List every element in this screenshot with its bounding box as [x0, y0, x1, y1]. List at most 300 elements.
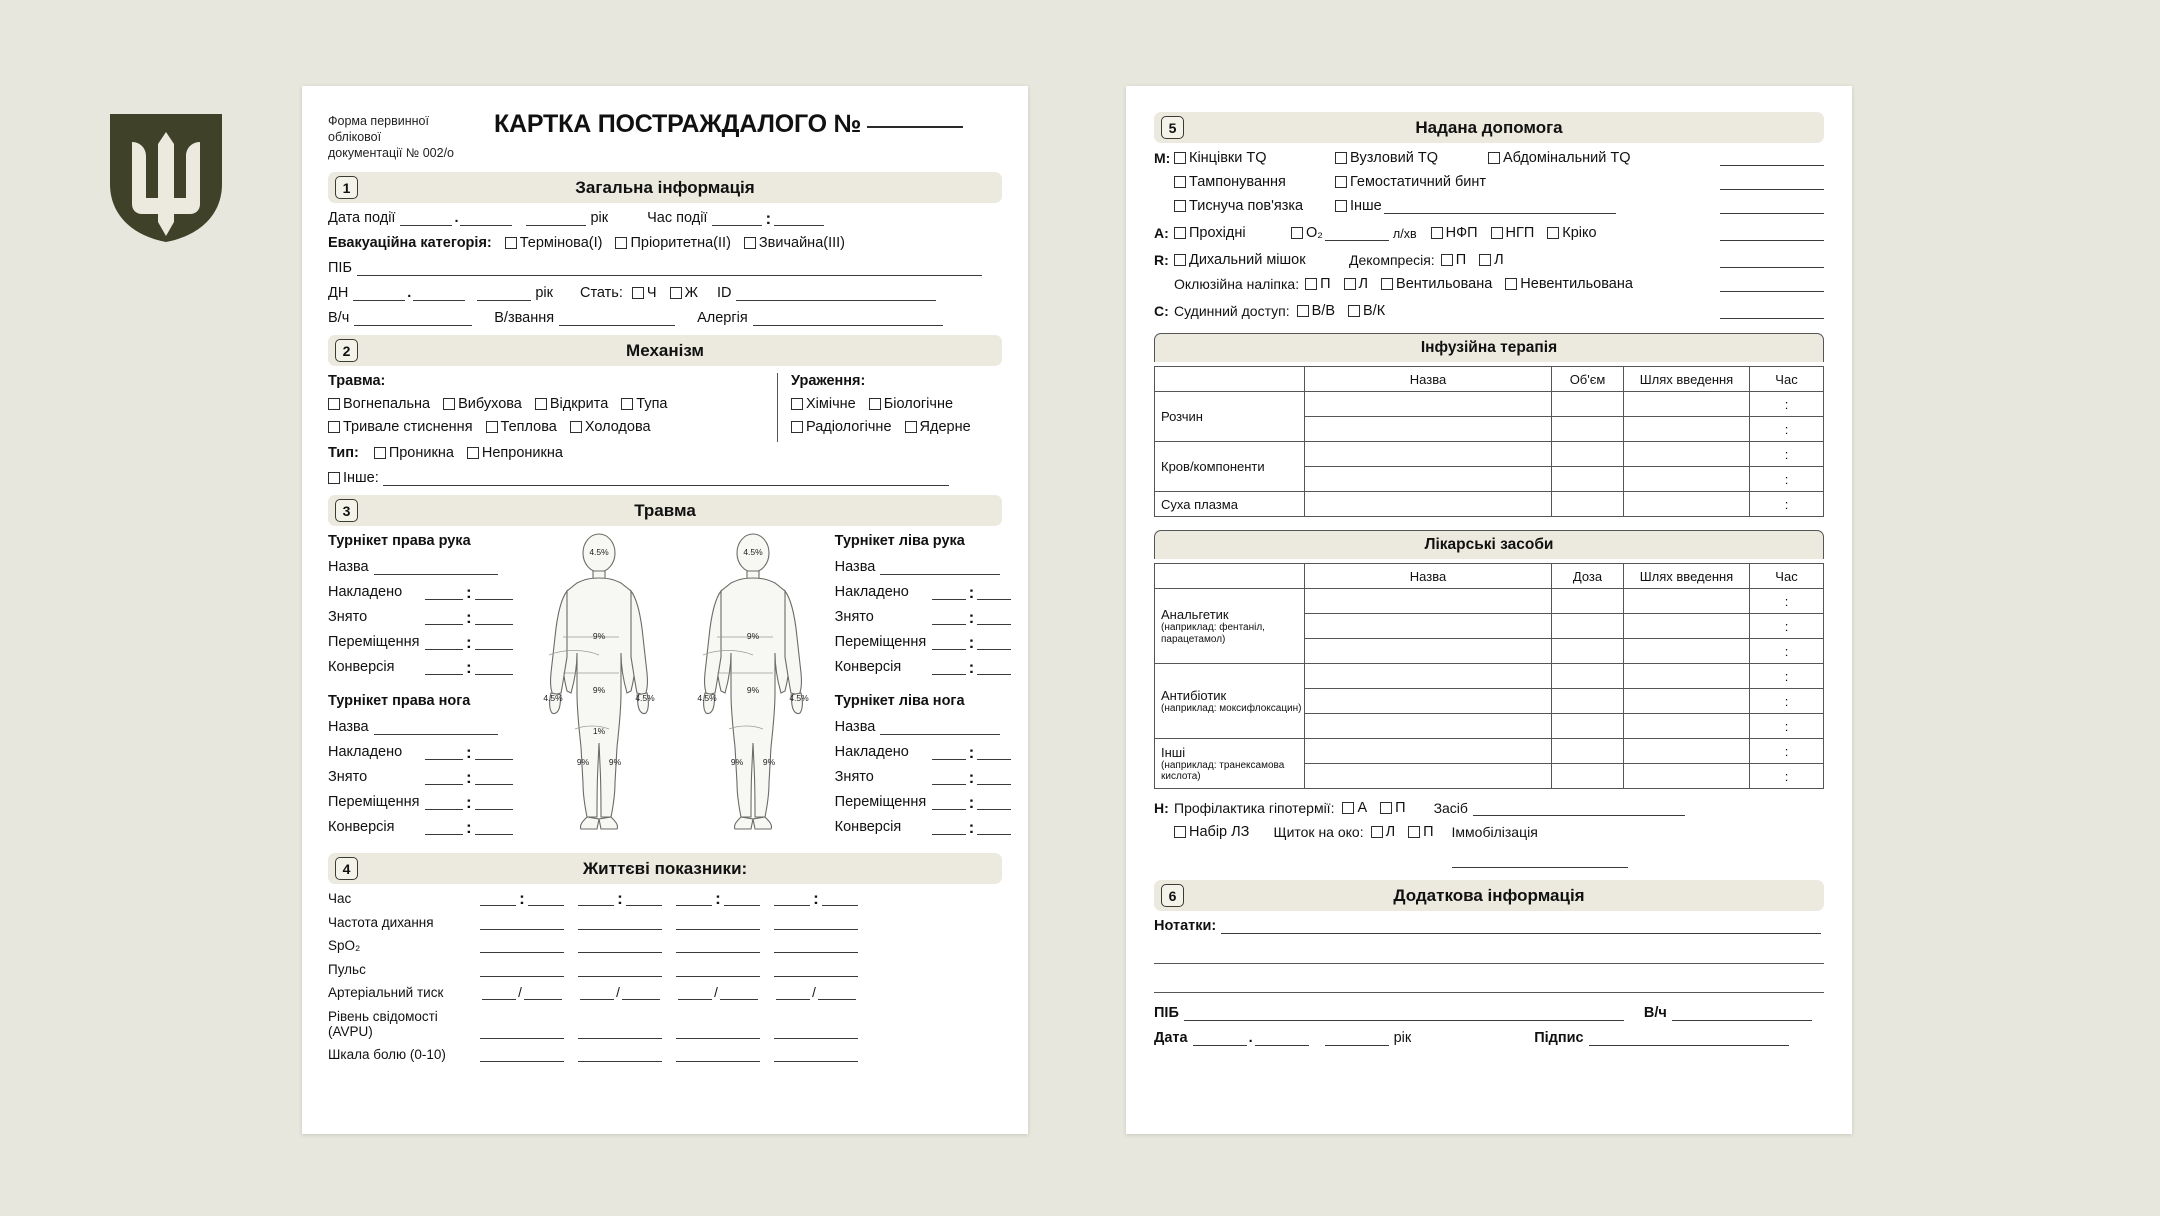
- table-cell-time[interactable]: [1750, 492, 1824, 517]
- tq-moved-hh[interactable]: [425, 795, 463, 810]
- tq-applied-hh[interactable]: [932, 585, 966, 600]
- tq-removed-hh[interactable]: [425, 610, 463, 625]
- checkbox-icon[interactable]: [328, 472, 340, 484]
- birth-month-field[interactable]: [413, 286, 465, 301]
- vital-value-field[interactable]: [774, 915, 858, 930]
- checkbox-icon[interactable]: [1488, 152, 1500, 164]
- m-option-other[interactable]: [1335, 198, 1382, 214]
- table-cell[interactable]: [1305, 714, 1552, 739]
- checkbox-icon[interactable]: [1174, 254, 1186, 266]
- table-row-header: [1155, 442, 1305, 492]
- affect-option-nuclear[interactable]: [905, 419, 971, 435]
- birth-day-field[interactable]: [353, 286, 405, 301]
- checkbox-icon[interactable]: [791, 398, 803, 410]
- table-cell[interactable]: [1552, 417, 1624, 442]
- vital-sign-cell[interactable]: [676, 938, 760, 953]
- tq-conversion-hh[interactable]: [425, 820, 463, 835]
- table-cell[interactable]: [1624, 492, 1750, 517]
- vital-sign-cell[interactable]: [774, 915, 858, 930]
- vital-sign-cell[interactable]: [578, 889, 662, 909]
- tq-removed-mm[interactable]: [977, 770, 1011, 785]
- checkbox-icon[interactable]: [615, 237, 627, 249]
- table-cell-time[interactable]: [1750, 417, 1824, 442]
- checkbox-icon[interactable]: [1491, 227, 1503, 239]
- c-access-io[interactable]: [1348, 303, 1385, 319]
- bp-diastolic[interactable]: [818, 985, 856, 1000]
- a-oxygen-rate-field[interactable]: [1325, 226, 1389, 241]
- zone-chest-front: 9%: [592, 631, 605, 641]
- bp-diastolic[interactable]: [720, 985, 758, 1000]
- m-option-hemostatic-bandage[interactable]: [1335, 174, 1486, 190]
- checkbox-icon[interactable]: [1335, 200, 1347, 212]
- vital-sign-label: Артеріальний тиск: [328, 985, 444, 1000]
- table-cell-time[interactable]: [1750, 664, 1824, 689]
- trauma-option-cold[interactable]: [570, 419, 651, 435]
- r-occlusive-right[interactable]: [1305, 276, 1330, 292]
- signature-month-field[interactable]: [1255, 1031, 1309, 1046]
- medications-table: [1154, 530, 1824, 789]
- vital-value-field[interactable]: [676, 962, 760, 977]
- table-cell-time[interactable]: [1750, 614, 1824, 639]
- tq-name-field[interactable]: [880, 720, 1000, 735]
- hypothermia-option-p[interactable]: [1380, 800, 1405, 816]
- table-cell[interactable]: [1552, 664, 1624, 689]
- checkbox-icon[interactable]: [1348, 305, 1360, 317]
- table-cell[interactable]: [1624, 714, 1750, 739]
- checkbox-icon[interactable]: [467, 447, 479, 459]
- tq-removed-mm[interactable]: [475, 770, 513, 785]
- vital-sign-cell[interactable]: [480, 889, 564, 909]
- tq-applied-mm[interactable]: [977, 585, 1011, 600]
- time-colon: :: [715, 889, 721, 909]
- row-header-example: (наприклад: транексамова кислота): [1161, 759, 1285, 782]
- tq-moved-mm[interactable]: [475, 635, 513, 650]
- vital-sign-cell[interactable]: /: [578, 985, 662, 1000]
- vital-sign-cell[interactable]: /: [480, 985, 564, 1000]
- tq-moved-mm[interactable]: [977, 635, 1011, 650]
- r-decompression-left[interactable]: [1479, 252, 1504, 268]
- signature-day-field[interactable]: [1193, 1031, 1247, 1046]
- m-other-field[interactable]: [1384, 199, 1616, 214]
- trauma-option-blast[interactable]: [443, 396, 522, 412]
- vital-value-field[interactable]: [676, 1047, 760, 1062]
- vital-sign-cell[interactable]: [480, 1047, 564, 1062]
- checkbox-icon[interactable]: [1291, 227, 1303, 239]
- table-cell[interactable]: [1552, 492, 1624, 517]
- bp-systolic[interactable]: [678, 985, 712, 1000]
- zone-leg-left-back: 9%: [762, 757, 775, 767]
- table-cell-time[interactable]: [1750, 589, 1824, 614]
- bp-diastolic[interactable]: [524, 985, 562, 1000]
- table-cell[interactable]: [1305, 467, 1552, 492]
- bp-diastolic[interactable]: [622, 985, 660, 1000]
- signature-year-field[interactable]: [1325, 1031, 1389, 1046]
- r-option-bvm[interactable]: [1174, 252, 1336, 268]
- vital-time-hh[interactable]: [774, 891, 810, 906]
- checkbox-icon[interactable]: [374, 447, 386, 459]
- tq-conversion-mm[interactable]: [977, 660, 1011, 675]
- c-note-field[interactable]: [1720, 305, 1824, 319]
- evacuation-category-row: [328, 235, 1002, 251]
- table-cell[interactable]: [1624, 664, 1750, 689]
- table-cell[interactable]: [1305, 614, 1552, 639]
- checkbox-icon[interactable]: [1174, 227, 1186, 239]
- vital-sign-cell[interactable]: [578, 1024, 662, 1039]
- zone-abdomen-back: 9%: [746, 685, 759, 695]
- affect-option-biological[interactable]: [869, 396, 953, 412]
- allergy-field[interactable]: [753, 311, 943, 326]
- vital-sign-row: [328, 1009, 1002, 1039]
- vital-time-hh[interactable]: [676, 891, 712, 906]
- vital-value-field[interactable]: [676, 1024, 760, 1039]
- checkbox-icon[interactable]: [1174, 176, 1186, 188]
- table-header-row: [1155, 564, 1824, 589]
- checkbox-icon[interactable]: [632, 287, 644, 299]
- tq-conversion-hh[interactable]: [932, 660, 966, 675]
- vital-sign-label: Шкала болю (0-10): [328, 1047, 446, 1062]
- table-cell[interactable]: [1624, 614, 1750, 639]
- checkbox-icon[interactable]: [869, 398, 881, 410]
- evac-option-priority[interactable]: [615, 235, 730, 251]
- m-option-packing[interactable]: [1174, 174, 1322, 190]
- vital-value-field[interactable]: [480, 962, 564, 977]
- table-cell-time[interactable]: [1750, 442, 1824, 467]
- tq-removed-hh[interactable]: [932, 610, 966, 625]
- table-cell[interactable]: [1624, 639, 1750, 664]
- affect-option-radiological[interactable]: [791, 419, 892, 435]
- table-cell[interactable]: [1552, 689, 1624, 714]
- vital-value-field[interactable]: [578, 915, 662, 930]
- vital-sign-cell[interactable]: [774, 1047, 858, 1062]
- vital-sign-cell[interactable]: [774, 962, 858, 977]
- vital-sign-cell[interactable]: [774, 1024, 858, 1039]
- affect-option-chemical[interactable]: [791, 396, 856, 412]
- checkbox-icon[interactable]: [744, 237, 756, 249]
- vital-value-field[interactable]: [578, 938, 662, 953]
- vital-value-field[interactable]: [578, 1024, 662, 1039]
- vital-sign-cell[interactable]: [676, 1047, 760, 1062]
- checkbox-icon[interactable]: [1335, 152, 1347, 164]
- sex-option-female[interactable]: [670, 285, 698, 301]
- table-cell[interactable]: [1305, 492, 1552, 517]
- notes-field-1[interactable]: [1221, 919, 1821, 934]
- tq-removed-mm[interactable]: [977, 610, 1011, 625]
- vital-value-field[interactable]: [480, 938, 564, 953]
- eye-shield-right[interactable]: [1408, 824, 1433, 840]
- vital-sign-cell[interactable]: [480, 962, 564, 977]
- checkbox-icon[interactable]: [1344, 278, 1356, 290]
- a-option-cric[interactable]: [1547, 225, 1596, 241]
- bp-systolic[interactable]: [482, 985, 516, 1000]
- a-option-npa[interactable]: [1431, 225, 1478, 241]
- vital-value-field[interactable]: [774, 962, 858, 977]
- checkbox-icon[interactable]: [1335, 176, 1347, 188]
- table-cell[interactable]: [1624, 589, 1750, 614]
- card-number-field[interactable]: [867, 126, 963, 128]
- vital-value-field[interactable]: [676, 938, 760, 953]
- checkbox-icon[interactable]: [1174, 152, 1186, 164]
- checkbox-icon[interactable]: [328, 421, 340, 433]
- tq-moved-row: Переміщення :: [835, 634, 1012, 650]
- bp-systolic[interactable]: [580, 985, 614, 1000]
- table-cell[interactable]: [1624, 392, 1750, 417]
- table-cell[interactable]: [1624, 467, 1750, 492]
- eye-shield-left[interactable]: [1371, 824, 1396, 840]
- section-number: 1: [335, 176, 358, 199]
- tq-moved-hh[interactable]: [932, 795, 966, 810]
- mechanism-other-field[interactable]: [383, 471, 949, 486]
- vital-value-field[interactable]: [676, 915, 760, 930]
- table-cell[interactable]: [1624, 442, 1750, 467]
- vital-sign-cell[interactable]: [676, 962, 760, 977]
- tq-applied-mm[interactable]: [475, 585, 513, 600]
- vital-sign-cell[interactable]: /: [676, 985, 760, 1000]
- r-decompression-right[interactable]: [1441, 252, 1466, 268]
- table-cell[interactable]: [1305, 764, 1552, 789]
- wound-type-nonpenetrating[interactable]: [467, 445, 563, 461]
- tq-moved-mm[interactable]: [977, 795, 1011, 810]
- checkbox-icon[interactable]: [1297, 305, 1309, 317]
- year-label: рік: [590, 210, 609, 226]
- checkbox-icon[interactable]: [570, 421, 582, 433]
- table-cell[interactable]: [1552, 392, 1624, 417]
- tq-name-row: [328, 719, 513, 735]
- time-colon: :: [813, 889, 819, 909]
- full-name-field[interactable]: [357, 261, 982, 276]
- table-cell[interactable]: [1552, 639, 1624, 664]
- table-header-row: [1155, 367, 1824, 392]
- table-cell-time[interactable]: [1750, 764, 1824, 789]
- rank-field[interactable]: [559, 311, 675, 326]
- table-cell[interactable]: [1552, 589, 1624, 614]
- section-header-mechanism: [328, 335, 1002, 366]
- tq-applied-mm[interactable]: [475, 745, 513, 760]
- trauma-option-crush[interactable]: [328, 419, 473, 435]
- event-date-day[interactable]: [400, 211, 452, 226]
- vital-sign-cell[interactable]: [578, 915, 662, 930]
- vital-sign-cell[interactable]: [774, 889, 858, 909]
- tq-removed-hh[interactable]: [425, 770, 463, 785]
- table-cell[interactable]: [1305, 739, 1552, 764]
- checkbox-icon[interactable]: [1431, 227, 1443, 239]
- signer-name-field[interactable]: [1184, 1006, 1624, 1021]
- m-note-field-3[interactable]: [1720, 200, 1824, 214]
- checkbox-icon[interactable]: [486, 421, 498, 433]
- tq-conversion-hh[interactable]: [932, 820, 966, 835]
- notes-field-2[interactable]: [1154, 943, 1824, 964]
- vital-time-mm[interactable]: [626, 891, 662, 906]
- bp-systolic[interactable]: [776, 985, 810, 1000]
- checkbox-icon[interactable]: [1408, 826, 1420, 838]
- vital-value-field[interactable]: [774, 1047, 858, 1062]
- vital-time-mm[interactable]: [528, 891, 564, 906]
- vital-time-mm[interactable]: [724, 891, 760, 906]
- trauma-option-open[interactable]: [535, 396, 608, 412]
- a-option-patent[interactable]: [1174, 225, 1278, 241]
- checkbox-icon[interactable]: [1342, 802, 1354, 814]
- table-cell[interactable]: [1305, 392, 1552, 417]
- signature-field[interactable]: [1589, 1031, 1789, 1046]
- m-option-limb-tq[interactable]: [1174, 150, 1322, 166]
- table-cell[interactable]: [1552, 614, 1624, 639]
- unit-field[interactable]: [354, 311, 472, 326]
- tq-moved-mm[interactable]: [475, 795, 513, 810]
- m-option-junctional-tq[interactable]: [1335, 150, 1475, 166]
- r-occlusive-vented[interactable]: [1381, 276, 1492, 292]
- checkbox-icon[interactable]: [1305, 278, 1317, 290]
- signature-date-label: Дата: [1154, 1030, 1188, 1046]
- table-cell-time[interactable]: [1750, 714, 1824, 739]
- table-cell[interactable]: [1624, 764, 1750, 789]
- vital-value-field[interactable]: [774, 938, 858, 953]
- m-option-pressure-dressing[interactable]: [1174, 198, 1322, 214]
- trauma-option-thermal[interactable]: [486, 419, 557, 435]
- checkbox-icon[interactable]: [905, 421, 917, 433]
- tq-moved-hh[interactable]: [932, 635, 966, 650]
- a-option-opa[interactable]: [1491, 225, 1535, 241]
- vital-time-mm[interactable]: [822, 891, 858, 906]
- tq-conversion-mm[interactable]: [977, 820, 1011, 835]
- table-cell[interactable]: [1305, 589, 1552, 614]
- checkbox-icon[interactable]: [505, 237, 517, 249]
- table-cell-time[interactable]: [1750, 739, 1824, 764]
- table-cell[interactable]: [1624, 739, 1750, 764]
- vital-value-field[interactable]: [480, 1047, 564, 1062]
- r-occlusive-nonvented[interactable]: [1505, 276, 1633, 292]
- medkit-option[interactable]: [1174, 824, 1249, 840]
- vital-value-field[interactable]: [480, 1024, 564, 1039]
- table-cell[interactable]: [1552, 442, 1624, 467]
- wound-type-penetrating[interactable]: [374, 445, 454, 461]
- vital-sign-cell[interactable]: [480, 1024, 564, 1039]
- checkbox-icon[interactable]: [1479, 254, 1491, 266]
- vital-sign-cell[interactable]: /: [774, 985, 858, 1000]
- vital-value-field[interactable]: [480, 915, 564, 930]
- hypothermia-option-a[interactable]: [1342, 800, 1367, 816]
- signer-unit-field[interactable]: [1672, 1006, 1812, 1021]
- tq-applied-hh[interactable]: [425, 745, 463, 760]
- vital-time-hh[interactable]: [480, 891, 516, 906]
- vital-sign-cell[interactable]: [578, 1047, 662, 1062]
- table-cell[interactable]: [1552, 739, 1624, 764]
- vital-sign-cell[interactable]: [578, 938, 662, 953]
- table-cell[interactable]: [1552, 714, 1624, 739]
- checkbox-icon[interactable]: [1441, 254, 1453, 266]
- hypothermia-means-field[interactable]: [1473, 801, 1685, 816]
- vital-sign-cell[interactable]: [480, 915, 564, 930]
- tq-applied-hh[interactable]: [932, 745, 966, 760]
- table-cell[interactable]: [1305, 639, 1552, 664]
- vital-sign-row: [328, 962, 1002, 977]
- tq-removed-mm[interactable]: [475, 610, 513, 625]
- table-cell[interactable]: [1305, 442, 1552, 467]
- c-access-iv[interactable]: [1297, 303, 1335, 319]
- tq-name-field[interactable]: [880, 560, 1000, 575]
- vital-sign-cell[interactable]: [578, 962, 662, 977]
- vital-sign-cell[interactable]: [774, 938, 858, 953]
- table-cell-time[interactable]: [1750, 467, 1824, 492]
- a-option-oxygen[interactable]: [1291, 225, 1323, 241]
- vital-value-field[interactable]: [578, 962, 662, 977]
- m-note-field-2[interactable]: [1720, 176, 1824, 190]
- tq-conversion-mm[interactable]: [475, 660, 513, 675]
- tq-name-field[interactable]: [374, 720, 498, 735]
- vital-sign-cell[interactable]: [676, 889, 760, 909]
- tq-moved-hh[interactable]: [425, 635, 463, 650]
- vital-sign-cell[interactable]: [676, 1024, 760, 1039]
- vital-sign-cell[interactable]: [676, 915, 760, 930]
- checkbox-icon[interactable]: [670, 287, 682, 299]
- table-cell-time[interactable]: [1750, 689, 1824, 714]
- a-note-field[interactable]: [1720, 227, 1824, 241]
- checkbox-icon[interactable]: [1174, 200, 1186, 212]
- table-cell[interactable]: [1552, 467, 1624, 492]
- table-cell[interactable]: [1305, 664, 1552, 689]
- march-m-options3: [1174, 198, 1720, 214]
- trauma-option-blunt[interactable]: [621, 396, 667, 412]
- notes-field-3[interactable]: [1154, 972, 1824, 993]
- checkbox-icon[interactable]: [791, 421, 803, 433]
- m-note-field-1[interactable]: [1720, 152, 1824, 166]
- table-cell[interactable]: [1305, 417, 1552, 442]
- evac-option-urgent[interactable]: [505, 235, 603, 251]
- sex-option-male[interactable]: [632, 285, 657, 301]
- table-cell[interactable]: [1624, 689, 1750, 714]
- m-option-abdominal-tq[interactable]: [1488, 150, 1631, 166]
- checkbox-icon[interactable]: [1381, 278, 1393, 290]
- event-date-year[interactable]: [526, 211, 586, 226]
- birth-year-field[interactable]: [477, 286, 531, 301]
- immobilization-field[interactable]: [1452, 853, 1628, 868]
- row-header-label: Анальгетик: [1161, 607, 1229, 622]
- table-cell-time[interactable]: [1750, 639, 1824, 664]
- tq-applied-mm[interactable]: [977, 745, 1011, 760]
- event-time-min[interactable]: [774, 211, 824, 226]
- table-cell[interactable]: [1552, 764, 1624, 789]
- tq-conversion-mm[interactable]: [475, 820, 513, 835]
- r-note-field-1[interactable]: [1720, 254, 1824, 268]
- checkbox-icon[interactable]: [1505, 278, 1517, 290]
- tq-name-field[interactable]: [374, 560, 498, 575]
- table-cell-time[interactable]: [1750, 392, 1824, 417]
- id-field[interactable]: [736, 286, 936, 301]
- vital-value-field[interactable]: [578, 1047, 662, 1062]
- vital-time-hh[interactable]: [578, 891, 614, 906]
- table-cell[interactable]: [1624, 417, 1750, 442]
- evac-option-routine[interactable]: [744, 235, 845, 251]
- event-time-hour[interactable]: [712, 211, 762, 226]
- trauma-option-gunshot[interactable]: [328, 396, 430, 412]
- tq-conversion-hh[interactable]: [425, 660, 463, 675]
- checkbox-icon[interactable]: [1371, 826, 1383, 838]
- checkbox-icon[interactable]: [328, 398, 340, 410]
- checkbox-icon[interactable]: [1380, 802, 1392, 814]
- r-note-field-2[interactable]: [1720, 278, 1824, 292]
- event-date-month[interactable]: [460, 211, 512, 226]
- tq-applied-hh[interactable]: [425, 585, 463, 600]
- checkbox-icon[interactable]: [1174, 826, 1186, 838]
- r-occlusive-left[interactable]: [1344, 276, 1369, 292]
- vital-value-field[interactable]: [774, 1024, 858, 1039]
- table-cell[interactable]: [1305, 689, 1552, 714]
- checkbox-icon[interactable]: [535, 398, 547, 410]
- checkbox-icon[interactable]: [443, 398, 455, 410]
- checkbox-icon[interactable]: [621, 398, 633, 410]
- mechanism-other-checkbox[interactable]: [328, 470, 379, 486]
- vital-sign-cell[interactable]: [480, 938, 564, 953]
- tq-removed-hh[interactable]: [932, 770, 966, 785]
- checkbox-icon[interactable]: [1547, 227, 1559, 239]
